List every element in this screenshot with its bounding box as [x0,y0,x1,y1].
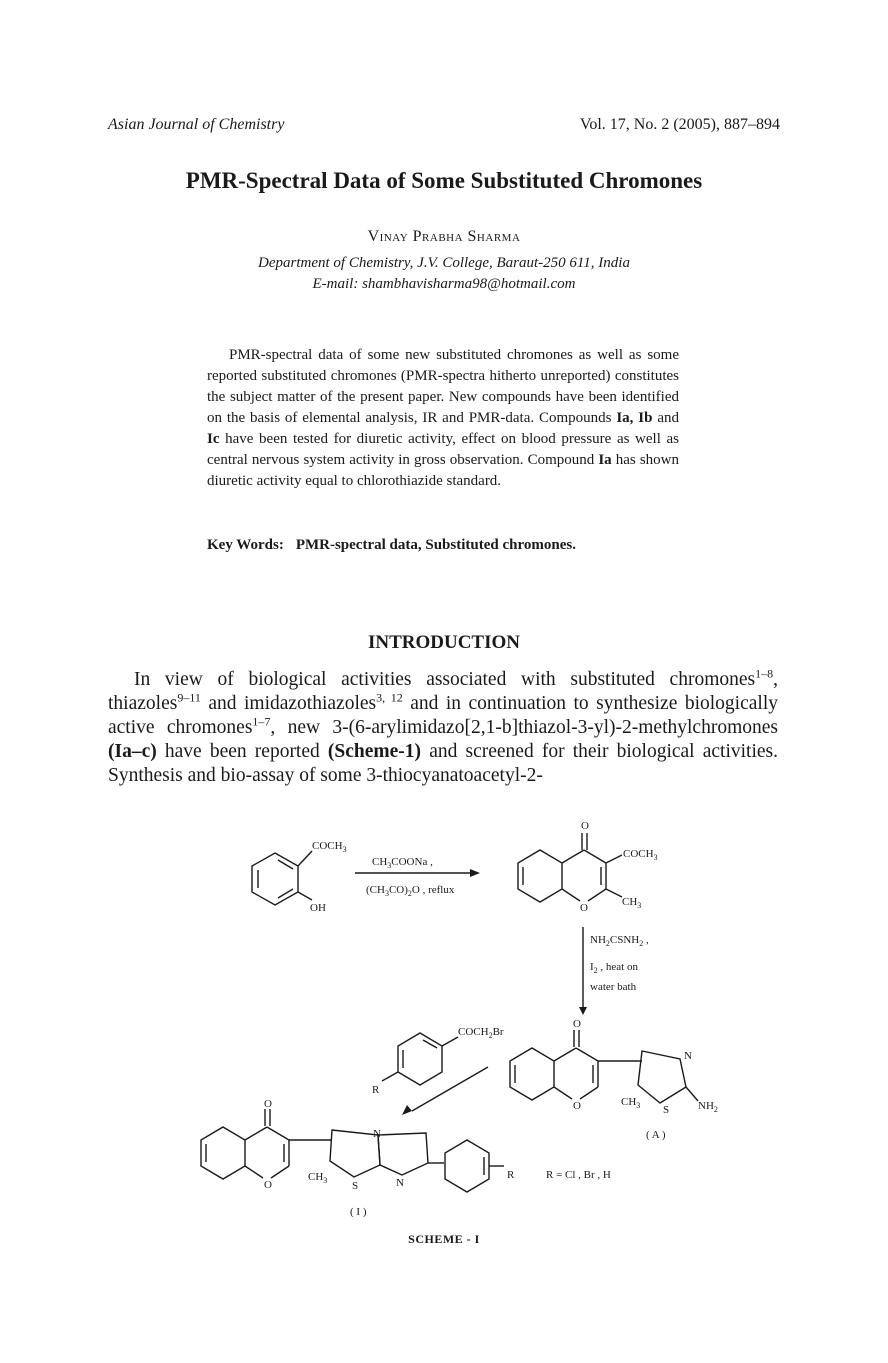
compound-label: ( I ) [350,1206,367,1218]
intro-text: and screened for their biological activities. Synthesis and bio-assay of some 3-thiocyanatoacetyl-2- [108,741,778,786]
abstract-bold: Ia [598,452,612,468]
intro-text: , new 3-(6-arylimidazo[2,1-b]thiazol-3-yl)-2-methylchromones [270,717,778,738]
intro-bold: (Ia–c) [108,741,157,762]
arrowhead-icon [579,1007,587,1015]
abstract-text: has shown diuretic activity equal to chlorothiazide standard. [207,452,679,489]
label-o: O [573,1018,581,1030]
intro-text: In view of biological activities associated with substituted chromones [134,669,756,690]
acetylchromone-structure [518,833,622,902]
email: E-mail: shambhavisharma98@hotmail.com [312,276,576,292]
reagent-label: $CH_3COONa$ , [372,856,433,870]
label-n: N [684,1050,692,1062]
label-s: S [352,1180,359,1192]
author-name: Vinay Prabha Sharma [367,228,521,245]
abstract-bold: Ic [207,431,220,447]
label-n: N [373,1128,381,1140]
arrowhead-icon [470,869,480,877]
phenacyl-bromide-structure [382,1033,458,1085]
label-ch3: $CH_3$ [622,896,642,910]
label-oh: OH [310,902,326,914]
affiliation: Department of Chemistry, J.V. College, Baraut-250 611, India [258,255,630,271]
scheme-caption: SCHEME - I [408,1232,480,1246]
compound-a-structure [510,1030,698,1103]
arrowhead-icon [402,1105,412,1115]
r-definition: R = Cl , Br , H [546,1169,611,1181]
intro-text: , thiazoles [108,669,778,714]
label-o: O [264,1098,272,1110]
citation: 1–8 [755,666,774,681]
label-n: N [396,1177,404,1189]
label-o: O [264,1179,272,1191]
reagent-label: $I_2$ , heat on [590,961,638,975]
abstract-text: have been tested for diuretic activity, effect on blood pressure as well as central nervous system activity in gross observation. Compound [207,431,679,468]
volume-info: Vol. 17, No. 2 (2005), 887–894 [579,116,780,133]
compound-label: ( A ) [646,1129,666,1141]
hydroxyacetophenone-structure [252,851,312,905]
paper-title: PMR-Spectral Data of Some Substituted Chromones [185,168,703,193]
reagent-label: $NH_2CSNH_2$ , [590,934,649,948]
keywords-value: PMR-spectral data, Substituted chromones. [295,537,576,553]
citation: 1–7 [252,714,271,729]
label-s: S [663,1104,670,1116]
label-o: O [573,1100,581,1112]
keywords [207,537,576,554]
citation: 3, 12 [376,690,403,705]
keywords-label: Key Words: [207,537,284,553]
label-r: R [507,1169,515,1181]
citation: 9–11 [177,690,201,705]
intro-paragraph [108,668,778,788]
label-ch3: $CH_3$ [621,1096,641,1110]
abstract-bold: Ia, Ib [616,410,653,426]
reaction-scheme [190,815,750,1218]
label-coch3: $COCH_3$ [312,840,347,854]
label-nh2: $NH_2$ [698,1100,718,1114]
label-o: O [580,902,588,914]
journal-name: Asian Journal of Chemistry [108,116,285,133]
reagent-label: $(CH_3CO)_2O$ , reflux [366,884,455,898]
abstract-text: and [652,410,679,426]
label-o: O [581,820,589,832]
reagent-label: water bath [590,981,637,993]
reaction-arrow [412,1067,488,1111]
label-r: R [372,1084,380,1096]
abstract-text: PMR-spectral data of some new substituted chromones as well as some reported substituted chromones (PMR-spectra hitherto unreported) constitutes the subject matter of the present paper. New compounds have been identified on the basis of elemental analysis, IR and PMR-data. Compounds [207,347,679,426]
label-coch3: $COCH_3$ [623,848,658,862]
label-ch3: $CH_3$ [308,1171,328,1185]
intro-bold: (Scheme-1) [327,741,422,762]
intro-text: have been reported [156,741,328,762]
intro-text: and imidazothiazoles [200,693,377,714]
abstract [207,345,679,492]
intro-text: and in continuation to synthesize biologically active chromones [108,693,778,738]
label-coch2br: $COCH_2Br$ [458,1026,504,1040]
section-heading: INTRODUCTION [367,632,521,653]
